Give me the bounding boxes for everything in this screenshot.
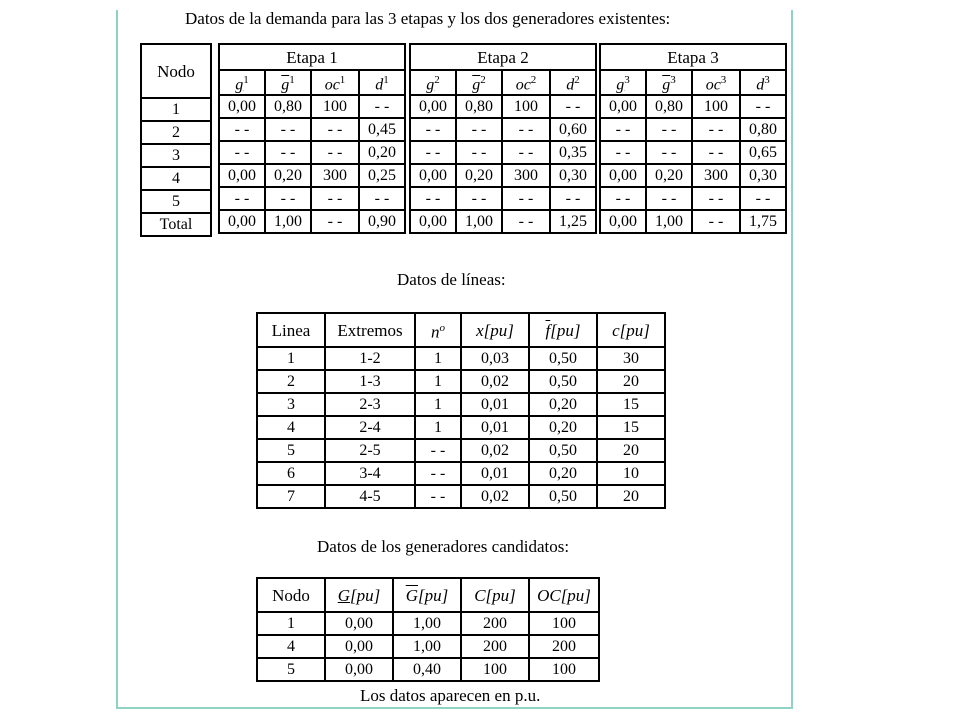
node-header: Nodo [141,44,211,98]
table-row [219,141,405,164]
oc-header: $oc^2$ [502,70,550,95]
table-cell: - - [456,118,502,141]
table-cell: 0,80 [740,118,786,141]
table-cell: 30 [597,347,665,370]
table-cell: 1,00 [646,210,692,233]
table-cell: - - [646,118,692,141]
g-max-header: $\overline{g}^2$ [456,70,502,95]
table-cell: - - [502,210,550,233]
table-cell: 1,75 [740,210,786,233]
table-cell: 0,00 [410,164,456,187]
table-cell: 2 [257,370,325,393]
table-cell: 0,00 [219,164,265,187]
table-cell: 1,25 [550,210,596,233]
table-row [219,164,405,187]
table-row [410,187,596,210]
lines-header-c: c[pu] [597,313,665,347]
table-cell: - - [265,141,311,164]
table-cell: 0,30 [550,164,596,187]
table-cell: 20 [597,485,665,508]
table-cell: 200 [461,612,529,635]
table-cell: 100 [692,95,740,118]
table-cell: 0,20 [646,164,692,187]
table-cell: 0,60 [550,118,596,141]
table-cell: - - [311,141,359,164]
cand-header-nodo: Nodo [257,578,325,612]
g-max-header: $\overline{g}^1$ [265,70,311,95]
table-cell: - - [600,141,646,164]
table-cell: 0,00 [410,95,456,118]
table-row [600,118,786,141]
table-cell: 0,50 [529,347,597,370]
table-cell: 1 [257,612,325,635]
table-cell: 0,20 [529,462,597,485]
table-cell: 0,01 [461,393,529,416]
table-cell: - - [740,187,786,210]
table-cell: - - [600,187,646,210]
table-row [410,95,596,118]
table-cell: 1,00 [265,210,311,233]
table-cell: - - [359,95,405,118]
table-cell: 0,80 [456,95,502,118]
table-cell: 0,00 [219,95,265,118]
table-cell: 3-4 [325,462,415,485]
table-cell: 100 [311,95,359,118]
table-cell: 4 [257,416,325,439]
table-cell: - - [550,95,596,118]
lines-caption: Datos de líneas: [397,270,506,289]
table-cell: - - [692,187,740,210]
table-cell: - - [502,118,550,141]
table-cell: 0,65 [740,141,786,164]
table-row [219,95,405,118]
node-cell: 4 [141,167,211,190]
table-cell: 1,00 [393,612,461,635]
table-cell: 0,00 [325,612,393,635]
table-cell: - - [415,485,461,508]
table-row [410,164,596,187]
table-row [600,187,786,210]
table-cell: 0,02 [461,370,529,393]
cand-header-gmax: $\overline{G}[pu]$ [393,578,461,612]
table-row [219,187,405,210]
table-cell: 0,80 [265,95,311,118]
table-cell: - - [265,187,311,210]
table-row [410,141,596,164]
table-cell: 5 [257,658,325,681]
table-cell: 7 [257,485,325,508]
table-row [257,416,665,439]
table-cell: - - [415,439,461,462]
stage-1-table [218,43,406,234]
stage-title: Etapa 3 [600,44,786,70]
table-cell: - - [415,462,461,485]
node-cell: Total [141,213,211,236]
table-cell: 1-3 [325,370,415,393]
table-cell: - - [265,118,311,141]
table-cell: 1,00 [456,210,502,233]
cand-header-oc: OC[pu] [529,578,599,612]
table-row [257,485,665,508]
stage-2-table [409,43,597,234]
table-cell: - - [456,187,502,210]
node-cell: 2 [141,121,211,144]
d-header: $d^1$ [359,70,405,95]
table-cell: 0,35 [550,141,596,164]
table-cell: 0,00 [600,95,646,118]
table-cell: - - [219,187,265,210]
table-cell: 0,50 [529,439,597,462]
table-cell: - - [502,141,550,164]
node-cell: 3 [141,144,211,167]
table-cell: 0,00 [600,164,646,187]
table-cell: - - [359,187,405,210]
table-cell: 20 [597,370,665,393]
table-cell: 100 [502,95,550,118]
table-cell: 1 [415,416,461,439]
table-cell: 10 [597,462,665,485]
stage-title: Etapa 1 [219,44,405,70]
table-row [600,95,786,118]
g-min-header: $g^3$ [600,70,646,95]
node-column-table [140,43,212,237]
table-cell: 300 [502,164,550,187]
lines-header-linea: Linea [257,313,325,347]
table-row [257,658,599,681]
table-cell: 0,50 [529,485,597,508]
table-cell: - - [550,187,596,210]
table-cell: - - [311,118,359,141]
table-row [257,370,665,393]
table-row [257,347,665,370]
table-cell: 200 [461,635,529,658]
table-cell: 4 [257,635,325,658]
candidates-table [256,577,600,682]
g-max-header: $\overline{g}^3$ [646,70,692,95]
table-cell: 15 [597,393,665,416]
table-cell: - - [646,141,692,164]
table-cell: - - [219,141,265,164]
table-cell: - - [456,141,502,164]
table-cell: 0,20 [359,141,405,164]
table-cell: 0,40 [393,658,461,681]
table-row [410,210,596,233]
table-cell: - - [311,187,359,210]
table-cell: 0,20 [456,164,502,187]
table-cell: 0,00 [600,210,646,233]
node-cell: 1 [141,98,211,121]
table-cell: 0,02 [461,439,529,462]
table-cell: 1 [415,347,461,370]
table-cell: 1-2 [325,347,415,370]
table-row [600,141,786,164]
demand-caption: Datos de la demanda para las 3 etapas y los dos generadores existentes: [185,9,671,28]
table-cell: 200 [529,635,599,658]
table-cell: 1 [415,393,461,416]
table-cell: 0,30 [740,164,786,187]
lines-table [256,312,666,509]
table-cell: 1,00 [393,635,461,658]
table-row [600,210,786,233]
table-cell: 0,80 [646,95,692,118]
stage-title: Etapa 2 [410,44,596,70]
table-row [600,164,786,187]
table-cell: 0,45 [359,118,405,141]
table-cell: 2-3 [325,393,415,416]
table-cell: - - [692,141,740,164]
cand-header-gmin: G[pu] [325,578,393,612]
table-cell: 6 [257,462,325,485]
table-cell: 100 [461,658,529,681]
table-row [410,118,596,141]
g-min-header: $g^1$ [219,70,265,95]
table-cell: - - [502,187,550,210]
table-cell: 0,20 [529,416,597,439]
oc-header: $oc^1$ [311,70,359,95]
lines-header-f: $\overline{f}[pu]$ [529,313,597,347]
table-cell: 300 [311,164,359,187]
table-cell: 0,00 [410,210,456,233]
table-row [257,462,665,485]
table-cell: - - [740,95,786,118]
table-cell: 0,90 [359,210,405,233]
lines-header-n: $n^o$ [415,313,461,347]
table-cell: 0,20 [529,393,597,416]
table-row [257,393,665,416]
table-cell: 2-5 [325,439,415,462]
stage-3-table [599,43,787,234]
table-cell: 0,25 [359,164,405,187]
d-header: $d^3$ [740,70,786,95]
table-cell: 300 [692,164,740,187]
table-cell: - - [410,141,456,164]
table-cell: 0,01 [461,462,529,485]
table-cell: - - [600,118,646,141]
oc-header: $oc^3$ [692,70,740,95]
table-row [257,439,665,462]
table-cell: - - [311,210,359,233]
table-cell: 15 [597,416,665,439]
table-cell: 20 [597,439,665,462]
table-cell: - - [646,187,692,210]
table-cell: 0,20 [265,164,311,187]
lines-header-extremos: Extremos [325,313,415,347]
d-header: $d^2$ [550,70,596,95]
table-cell: 0,00 [325,658,393,681]
table-cell: - - [692,210,740,233]
table-cell: 0,03 [461,347,529,370]
node-cell: 5 [141,190,211,213]
table-cell: 0,01 [461,416,529,439]
table-row [219,210,405,233]
table-cell: 0,00 [325,635,393,658]
table-cell: 100 [529,658,599,681]
table-row [219,118,405,141]
lines-header-x: x[pu] [461,313,529,347]
table-cell: 2-4 [325,416,415,439]
candidates-caption: Datos de los generadores candidatos: [317,537,570,556]
table-cell: 5 [257,439,325,462]
g-min-header: $g^2$ [410,70,456,95]
table-cell: 1 [257,347,325,370]
table-cell: 4-5 [325,485,415,508]
table-cell: 100 [529,612,599,635]
table-row [257,635,599,658]
table-cell: - - [692,118,740,141]
table-cell: 0,50 [529,370,597,393]
table-cell: 1 [415,370,461,393]
table-cell: - - [410,187,456,210]
cand-header-c: C[pu] [461,578,529,612]
table-row [257,612,599,635]
table-cell: - - [219,118,265,141]
units-note: Los datos aparecen en p.u. [360,686,541,705]
table-cell: 0,02 [461,485,529,508]
table-cell: 3 [257,393,325,416]
table-cell: - - [410,118,456,141]
table-cell: 0,00 [219,210,265,233]
